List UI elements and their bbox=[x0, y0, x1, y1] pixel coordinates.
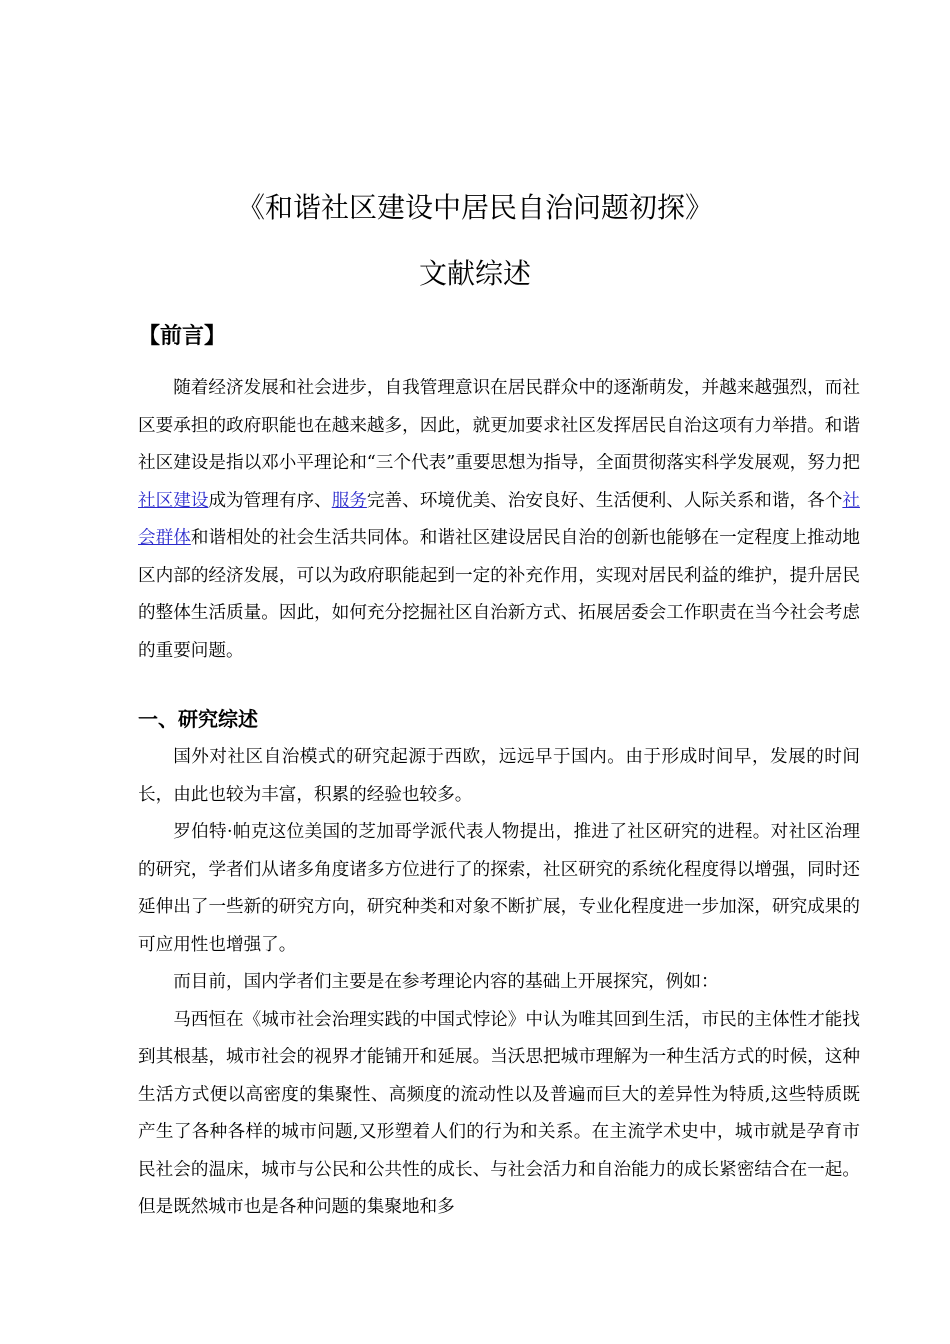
preface-section bbox=[138, 370, 860, 670]
preface-text-1: 随着经济发展和社会进步，自我管理意识在居民群众中的逐渐萌发，并越来越强烈，而社区要承担的政府职能也在越来越多，因此，就更加要求社区发挥居民自治这项有力举措。和谐社区建设是指以邓小平理论和“三个代表”重要思想为指导，全面贯彻落实科学发展观，努力把 bbox=[138, 378, 860, 473]
preface-paragraph bbox=[138, 370, 860, 670]
document-title: 《和谐社区建设中居民自治问题初探》 bbox=[236, 191, 713, 224]
research-heading: 一、研究综述 bbox=[138, 707, 258, 731]
link-community-building[interactable]: 社区建设 bbox=[138, 490, 209, 511]
preface-text-4: 和谐相处的社会生活共同体。和谐社区建设居民自治的创新也能够在一定程度上推动地区内部的经济发展，可以为政府职能起到一定的补充作用，实现对居民利益的维护，提升居民的整体生活质量。因此，如何充分挖掘社区自治新方式、拓展居委会工作职责在当今社会考虑的重要问题。 bbox=[138, 528, 860, 661]
preface-heading: 【前言】 bbox=[138, 324, 227, 349]
research-section bbox=[138, 739, 860, 1227]
research-paragraph: 马西恒在《城市社会治理实践的中国式悖论》中认为唯其回到生活，市民的主体性才能找到其根基，城市社会的视界才能铺开和延展。当沃思把城市理解为一种生活方式的时候，这种生活方式便以高密度的集聚性、高频度的流动性以及普遍而巨大的差异性为特质,这些特质既产生了各种各样的城市问题,又形塑着人们的行为和关系。在主流学术史中，城市就是孕育市民社会的温床，城市与公民和公共性的成长、与社会活力和自治能力的成长紧密结合在一起。但是既然城市也是各种问题的集聚地和多 bbox=[138, 1009, 860, 1217]
preface-text-3: 完善、环境优美、治安良好、生活便利、人际关系和谐，各个 bbox=[366, 490, 843, 511]
preface-text-2: 成为管理有序、 bbox=[208, 490, 332, 511]
research-paragraph: 国外对社区自治模式的研究起源于西欧，远远早于国内。由于形成时间早，发展的时间长，由此也较为丰富，积累的经验也较多。 bbox=[138, 747, 860, 805]
research-paragraph: 罗伯特·帕克这位美国的芝加哥学派代表人物提出，推进了社区研究的进程。对社区治理的研究，学者们从诸多角度诸多方位进行了的探索，社区研究的系统化程度得以增强，同时还延伸出了一些新的研究方向，研究种类和对象不断扩展，专业化程度进一步加深，研究成果的可应用性也增强了。 bbox=[138, 822, 860, 955]
document-subtitle: 文献综述 bbox=[418, 257, 531, 290]
link-social-group[interactable]: 社会群体 bbox=[138, 490, 860, 548]
research-paragraph: 而目前，国内学者们主要是在参考理论内容的基础上开展探究，例如： bbox=[173, 972, 719, 992]
link-service[interactable]: 服务 bbox=[331, 490, 367, 511]
